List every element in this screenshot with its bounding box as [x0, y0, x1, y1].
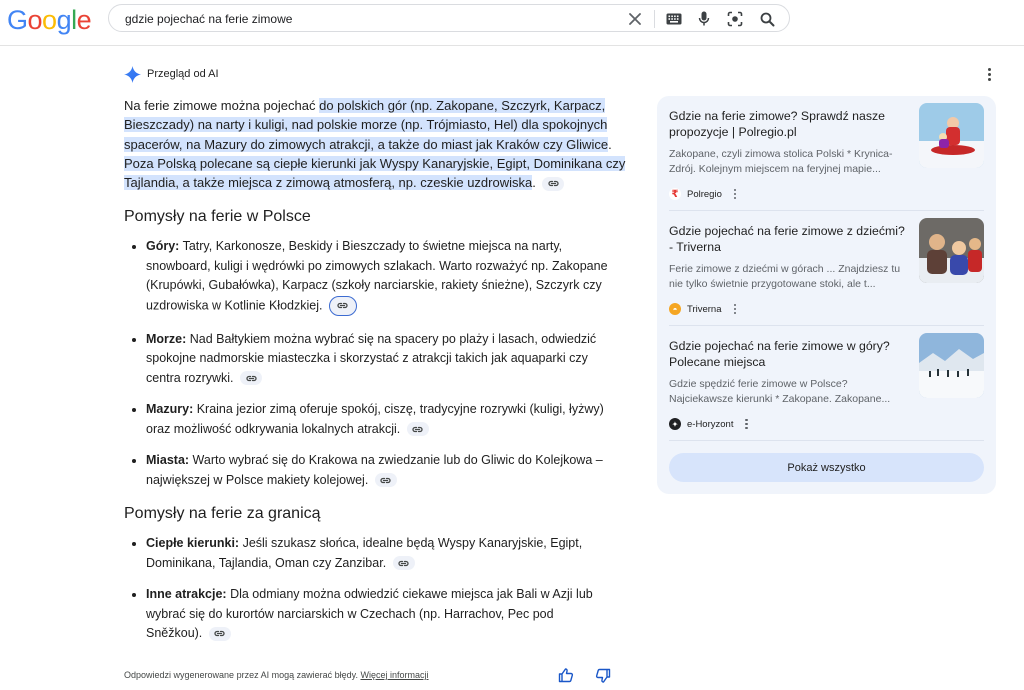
card-divider [669, 440, 984, 441]
list-item [130, 534, 610, 573]
card-source [669, 187, 736, 201]
logo-letter: l [71, 5, 77, 35]
keyboard-icon[interactable] [664, 9, 684, 29]
section-title: Pomysły na ferie w Polsce [124, 208, 311, 225]
item-label: Morze: [146, 331, 187, 346]
search-icon[interactable] [757, 9, 777, 29]
clear-icon[interactable] [625, 9, 645, 29]
source-name: Triverna [687, 303, 722, 315]
more-options-icon[interactable] [982, 66, 996, 82]
abroad-ideas-list [130, 534, 610, 644]
search-input[interactable] [125, 9, 605, 29]
card-source [669, 417, 748, 431]
source-name: e-Horyzont [687, 418, 734, 430]
logo-letter: G [7, 5, 28, 35]
logo-letter: e [76, 5, 92, 35]
source-options-icon[interactable] [734, 189, 737, 200]
polregio-logo-icon: ₹ [669, 188, 681, 200]
triverna-logo-icon: ◓ [669, 303, 681, 315]
item-label: Inne atrakcje: [146, 587, 227, 601]
section-title: Pomysły na ferie za granicą [124, 505, 321, 522]
ai-intro-paragraph [124, 96, 634, 192]
list-item [130, 237, 610, 316]
ai-disclaimer [124, 670, 429, 680]
card-snippet: Ferie zimowe z dziećmi w górach ... Znajdziesz tu nie tylko świetnie przygotowane stoki, ale t... [669, 263, 901, 290]
sources-panel [657, 96, 996, 494]
disclaimer-text: Odpowiedzi wygenerowane przez AI mogą zawierać błędy. [124, 670, 358, 680]
source-card[interactable] [669, 333, 984, 441]
intro-end: . [532, 175, 536, 191]
card-thumbnail[interactable] [919, 333, 984, 398]
intro-highlight: Poza Polską polecane są ciepłe kierunki jak Wyspy Kanaryjskie, Egipt, Dominikana czy Tajlandia, a także miejsca z zimową atmosferą, np. czeskie uzdrowiska [124, 155, 626, 191]
lens-icon[interactable] [725, 9, 745, 29]
intro-text: Na ferie zimowe można pojechać [124, 98, 320, 113]
list-item [130, 330, 610, 389]
card-thumbnail[interactable] [919, 103, 984, 168]
google-logo[interactable] [7, 5, 91, 36]
show-all-button[interactable]: Pokaż wszystko [669, 453, 984, 482]
logo-letter: o [42, 5, 57, 35]
item-text: Dla odmiany można odwiedzić ciekawe miejsca jak Bali w Azji lub wybrać się do kurortów narciarskich w Czechach (np. Harrachov, Pec pod Sněžkou). [146, 587, 593, 640]
item-label: Miasta: [146, 453, 190, 467]
source-options-icon[interactable] [734, 304, 737, 315]
item-label: Mazury: [146, 402, 194, 416]
card-source [669, 302, 736, 316]
poland-ideas-list [130, 237, 610, 490]
card-snippet: Zakopane, czyli zimowa stolica Polski * Krynica-Zdrój. Kolejnym miejscem na feryjnej mapie... [669, 148, 893, 175]
microphone-icon[interactable] [694, 9, 714, 29]
card-divider [669, 210, 984, 211]
intro-sep: . [608, 136, 612, 152]
ai-overview-title: Przegląd od AI [147, 68, 219, 80]
card-thumbnail[interactable] [919, 218, 984, 283]
source-link-icon[interactable] [329, 296, 357, 316]
source-link-icon[interactable] [542, 177, 564, 191]
list-item [130, 451, 610, 490]
item-label: Góry: [146, 239, 180, 253]
thumbs-up-icon[interactable] [558, 668, 576, 684]
header [0, 0, 1024, 46]
card-title[interactable]: Gdzie pojechać na ferie zimowe w góry? Polecane miejsca [669, 339, 890, 369]
source-link-icon[interactable] [209, 627, 231, 641]
item-text: Jeśli szukasz słońca, idealne będą Wyspy Kanaryjskie, Egipt, Dominikana, Tajlandia, Oman czy Zanzibar. [146, 536, 583, 570]
card-title[interactable]: Gdzie na ferie zimowe? Sprawdź nasze propozycje | Polregio.pl [669, 109, 885, 139]
search-box [108, 4, 790, 32]
ai-overview-header [124, 64, 219, 84]
list-item [130, 585, 610, 644]
more-info-link[interactable]: Więcej informacji [360, 670, 429, 680]
item-text: Tatry, Karkonosze, Beskidy i Bieszczady to świetne miejsca na narty, snowboard, kuligi i wędrówki po zimowych szlakach. Warto rozważyć np. Zakopane (Krupówki, Gubałówka), Karpacz (szkoły narciarskie, rakiety śnieżne), Szczyrk czy uzdrowiska w Kotlinie Kłodzkiej. [146, 239, 608, 312]
e-horyzont-logo-icon: ✦ [669, 418, 681, 430]
item-label: Ciepłe kierunki: [146, 536, 240, 550]
thumbs-down-icon[interactable] [595, 668, 613, 684]
item-text: Nad Bałtykiem można wybrać się na spacery po plaży i lasach, odwiedzić spokojne nadmorskie miasteczka i skorzystać z atrakcji takich jak aquaparki czy centra rozrywki. [146, 331, 597, 385]
card-divider [669, 325, 984, 326]
list-item [130, 400, 610, 439]
gemini-sparkle-icon [124, 66, 141, 83]
item-text: Kraina jezior zimą oferuje spokój, ciszę, tradycyjne rozrywki (kuligi, łyżwy) oraz możliwość odkrywania lokalnych atrakcji. [146, 402, 604, 436]
search-divider [654, 10, 655, 28]
source-link-icon[interactable] [393, 556, 415, 570]
source-card[interactable] [669, 103, 984, 211]
item-text: Warto wybrać się do Krakowa na zwiedzanie lub do Gliwic do Kolejkowa – największej w Polsce makiety kolejowej. [146, 453, 603, 487]
intro-highlight: do polskich gór (np. Zakopane, Szczyrk, Karpacz, Bieszczady) na narty i kuligi, nad polskie morze (np. Trójmiasto, Hel) dla spokojnych spacerów, na Mazury do zimowych atrakcji, a także do miast jak Kraków czy Gliwice [124, 98, 609, 152]
card-title[interactable]: Gdzie pojechać na ferie zimowe z dziećmi? - Triverna [669, 224, 905, 254]
source-options-icon[interactable] [745, 419, 748, 430]
logo-letter: o [27, 5, 43, 35]
logo-letter: g [56, 5, 72, 35]
source-link-icon[interactable] [375, 473, 397, 487]
source-link-icon[interactable] [407, 422, 429, 436]
source-link-icon[interactable] [240, 371, 262, 385]
card-snippet: Gdzie spędzić ferie zimowe w Polsce? Najciekawsze kierunki * Zakopane. Zakopane... [669, 378, 891, 405]
source-name: Polregio [687, 188, 722, 200]
source-card[interactable] [669, 218, 984, 326]
